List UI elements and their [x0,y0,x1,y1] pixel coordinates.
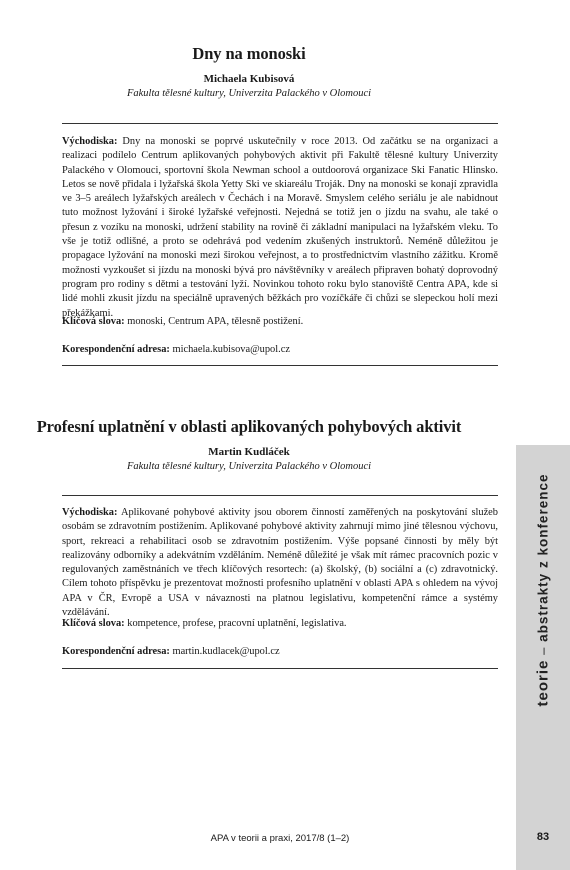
section-divider [62,495,498,496]
background-text: Aplikované pohybové aktivity jsou oborem činností zaměřených na poskytování služeb osobám se zdravotním postižením. Aplikované pohybové aktivity zahrnují mimo jiné tělesnou výchovu, sport, rekreaci a rehabilitaci osob se zdravotním postižením. Výše popsané činnosti by měly být realizovány odborníky a adekvátním vzděláním. Neméně důležité je však mít rámec pracovních pozic v regulovaných zaměstnáních ve třech klíčových resortech: (a) školský, (b) sociální a (c) zdravotnický. Cílem tohoto příspěvku je prezentovat možnosti profesního uplatnění v oblasti APA s ohledem na vývoj APA v ČR, Evropě a USA v návaznosti na platnou legislativu, kompetenční rámce a systémy vzdělávání. [62,507,498,619]
correspondence-label: Korespondenční adresa: [62,646,170,657]
section-dash: – [535,646,551,655]
correspondence-line [62,343,498,357]
background-label: Východiska: [62,136,118,147]
keywords-label: Klíčová slova: [62,316,125,327]
abstract-body [62,135,498,321]
correspondence-email[interactable]: martin.kudlacek@upol.cz [172,646,280,657]
section-divider [62,123,498,124]
page-number: 83 [536,831,550,843]
author-affiliation: Fakulta tělesné kultury, Univerzita Palackého v Olomouci [126,88,372,99]
background-label: Východiska: [62,507,118,518]
section-name: teorie [534,659,552,707]
abstract-title: Dny na monoski [192,44,306,63]
correspondence-label: Korespondenční adresa: [62,344,170,355]
correspondence-line [62,645,498,659]
author-name: Martin Kudláček [208,446,290,458]
abstract-title: Profesní uplatnění v oblasti aplikovaných pohybových aktivit [36,417,462,436]
section-divider [62,668,498,669]
subsection-name: abstrakty z konference [535,473,551,642]
keywords-text: kompetence, profese, pracovní uplatnění, legislativa. [127,618,347,629]
section-side-label [535,474,552,707]
background-text: Dny na monoski se poprvé uskutečnily v roce 2013. Od začátku se na organizaci a realizaci podílelo Centrum aplikovaných pohybových aktivit při Fakultě tělesné kultury Univerzity Palackého v Olomouci, sportovní škola Newman school a outdoorová organizace Ski Fanatic Hlinsko. Letos se nově přidala i lyžařská škola Yetty Ski ve skiareálu Troják. Dny na monoski se konají zpravidla ve 3–5 areálech lyžařských areálech v Čechách i na Moravě. Smyslem celého seriálu je ale nabidnout tuto možnost lyžování i široké lyžařské veřejnosti. Nejedná se totiž jen o jízdu na svahu, ale také o přesun z vozíku na monoski, udržení stability na rovině či základní manipulaci na lyžařském vleku. To vše je totiž odlišné, a proto se odehrává pod vedením zkušených instruktorů. Neméně důležitou je propagace lyžování na monoski mezi širokou veřejnost, a to prostřednictvím vlastního zážitku. Kromě možnosti vyzkoušet si jízdu na monoski bývá pro návštěvníky v areálech připraven bohatý doprovodný program pro rodiny s dětmi a testování lyží. Novinkou tohoto roku bylo stanoviště Centra APA, kde si lidé mohli zkusit jízdu na speciálně upravených běžkách pro vozíčkáře či chůzi se slepeckou holí mezi překážkami. [62,136,498,319]
keywords-line [62,315,498,329]
author-name: Michaela Kubisová [203,73,295,85]
keywords-text: monoski, Centrum APA, tělesně postižení. [127,316,304,327]
section-divider [62,365,498,366]
journal-footer: APA v teorii a praxi, 2017/8 (1–2) [210,833,350,844]
author-affiliation: Fakulta tělesné kultury, Univerzita Palackého v Olomouci [126,461,372,472]
correspondence-email[interactable]: michaela.kubisova@upol.cz [172,344,290,355]
keywords-line [62,617,498,631]
abstract-body [62,506,498,620]
keywords-label: Klíčová slova: [62,618,125,629]
